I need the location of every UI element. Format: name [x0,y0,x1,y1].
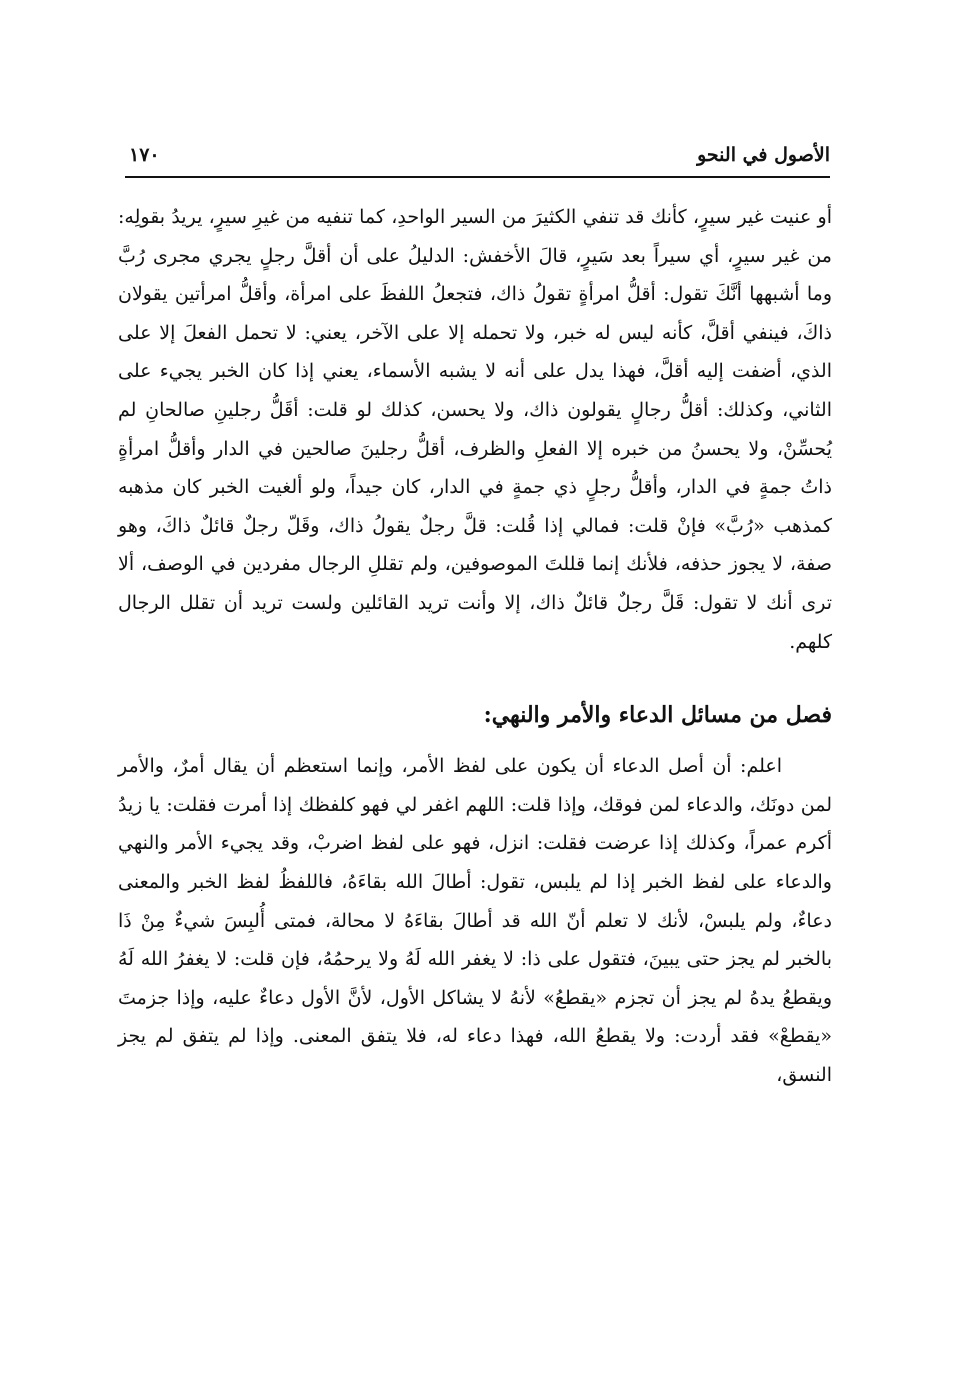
body-text [118,198,832,1094]
section-heading: فصل من مسائل الدعاء والأمر والنهي: [483,702,832,729]
running-header [125,140,830,178]
paragraph: أو عنيت غير سيرٍ، كأنك قد تنفي الكثيرَ من السير الواحدِ، كما تنفيه من غيرِ سيرٍ، يريدُ بقولِه: من غير سيرٍ، أي سيراً بعد سَيرٍ، قالَ الأخفش: الدليلُ على أن أقلَّ رجلٍ يجري مجرى رُبَّ وما أشبهها أنَّكَ تقول: أقلُّ امرأةٍ تقولُ ذاك، فتجعلُ اللفظَ على امرأة، وأقلُّ امرأتين يقولان ذاكَ، فينفي أقلَّ، كأنه ليس له خبر، ولا تحمله إلا على الآخر، يعني: لا تحمل الفعلَ إلا على الذي، أضفت إليه أقلَّ، فهذا يدل على أنه لا يشبه الأسماء، يعني إذا كان الخبر يجيء على الثاني، وكذلك: أقلُّ رجالٍ يقولون ذاك، ولا يحسن، كذلك لو قلت: أقَلُّ رجلينِ صالحانِ لم يُحسِّنْ، ولا يحسنُ من خبره إلا الفعلِ والظرف، أقلُّ رجلينَ صالحين في الدار وأقلُّ امرأةٍ ذاتُ جمةٍ في الدار، وأقلُّ رجلٍ ذي جمةٍ في الدار، كان جيداً، ولو ألغيت الخبر كان مذهبه كمذهب «رُبَّ» فإنْ قلت: فمالي إذا قُلت: قلَّ رجلٌ يقولُ ذاك، وقَلّ رجلٌ قائلٌ ذاكَ، وهو صفة، لا يجوز حذفه، فلأنك إنما قللتَ الموصوفين، ولم تقللِ الرجال مفردين في الوصف، ألا ترى أنك لا تقول: قَلَّ رجلٌ قائلٌ ذاك، إلا وأنت تريد القائلين ولست تريد أن تقلل الرجال كلهم. [118,206,832,653]
page-number: ١٧٠ [129,144,160,166]
book-title: الأصول في النحو [697,144,830,166]
paragraph: اعلم: أن أصل الدعاء أن يكون على لفظ الأمر، وإنما استعظم أن يقال أمرٌ، والأمر لمن دونَك، والدعاء لمن فوقك، وإذا قلت: اللهم اغفر لي فهو كلفظك إذا أمرت فقلت: يا زيدُ أكرم عمراً، وكذلك إذا عرضت فقلت: انزل، فهو على لفظ اضربْ، وقد يجيء الأمر والنهي والدعاء على لفظ الخبر إذا لم يلبس، تقول: أطالَ الله بقاءَهُ، فاللفظُ لفظ الخبر والمعنى دعاءٌ، ولم يلبسْ، لأنك لا تعلم أنّ الله قد أطالَ بقاءَهُ لا محالة، فمتى أُلبِسَ شيءٌ مِنْ ذَا بالخبر لم يجز حتى يبينَ، فتقول على ذا: لا يغفر الله لَهُ ولا يرحمُهُ، فإن قلت: لا يغفرُ الله لَهُ ويقطعُ يدهُ لم يجز أن تجزم «يقطعُ» لأنهُ لا يشاكل الأول، لأنَّ الأول دعاءٌ عليه، وإذا جزمتَ «يقطعْ» فقد أردت: ولا يقطعُ الله، فهذا دعاء له، فلا يتفق المعنى. وإذا لم يتفق لم يجز النسق، [118,755,832,1086]
